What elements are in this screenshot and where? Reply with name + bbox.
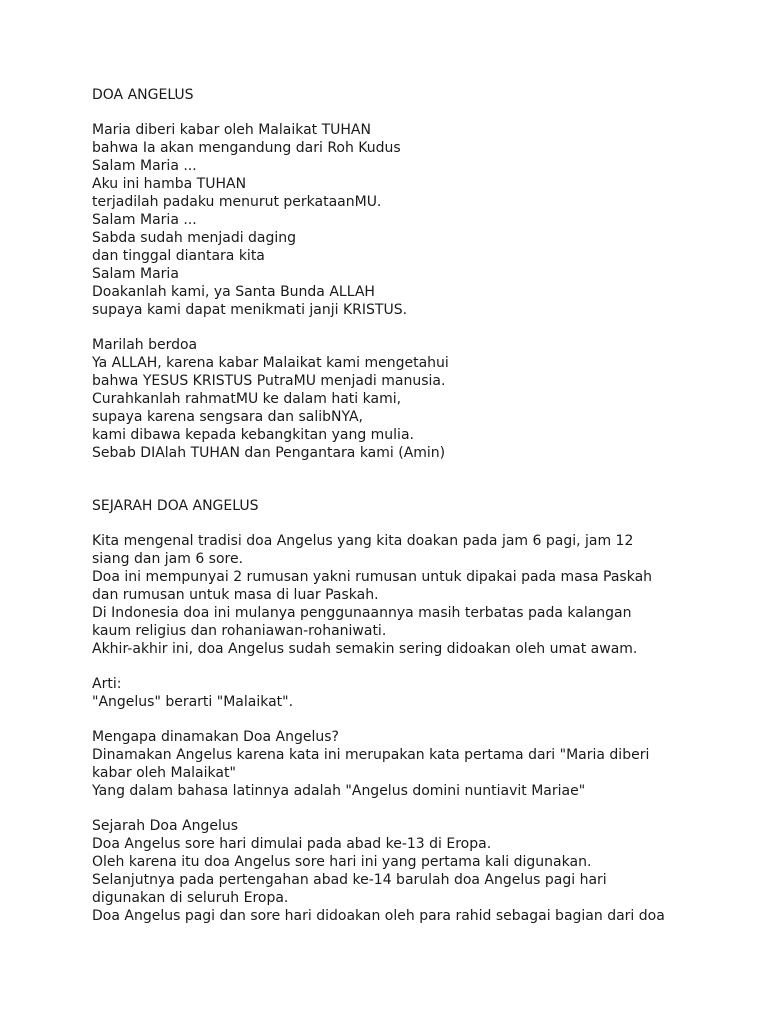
- history-intro-line: kaum religius dan rohaniawan-rohaniwati.: [92, 623, 387, 639]
- history-intro: [92, 532, 692, 658]
- closing-prayer-line: supaya karena sengsara dan salibNYA,: [92, 409, 363, 425]
- why-named-line: Dinamakan Angelus karena kata ini merupakan kata pertama dari "Maria diberi: [92, 747, 650, 763]
- why-named-section: [92, 728, 692, 800]
- history-intro-line: Kita mengenal tradisi doa Angelus yang kita doakan pada jam 6 pagi, jam 12: [92, 533, 634, 549]
- why-named-question: Mengapa dinamakan Doa Angelus?: [92, 729, 339, 745]
- prayer-line: Aku ini hamba TUHAN: [92, 176, 247, 192]
- history-intro-line: Akhir-akhir ini, doa Angelus sudah semakin sering didoakan oleh umat awam.: [92, 641, 638, 657]
- history-intro-line: dan rumusan untuk masa di luar Paskah.: [92, 587, 379, 603]
- prayer-line: Salam Maria: [92, 266, 179, 282]
- prayer-stanza: [92, 121, 692, 319]
- prayer-line: supaya kami dapat menikmati janji KRISTUS.: [92, 302, 408, 318]
- document-page: [92, 86, 692, 925]
- history-detail-line: Oleh karena itu doa Angelus sore hari ini yang pertama kali digunakan.: [92, 854, 592, 870]
- closing-prayer-line: kami dibawa kepada kebangkitan yang mulia.: [92, 427, 414, 443]
- history-intro-line: Doa ini mempunyai 2 rumusan yakni rumusan untuk dipakai pada masa Paskah: [92, 569, 653, 585]
- history-detail-line: Doa Angelus pagi dan sore hari didoakan oleh para rahid sebagai bagian dari doa: [92, 908, 665, 924]
- history-detail-section: [92, 817, 692, 925]
- meaning-text: "Angelus" berarti "Malaikat".: [92, 694, 294, 710]
- history-detail-line: Selanjutnya pada pertengahan abad ke-14 barulah doa Angelus pagi hari: [92, 872, 607, 888]
- prayer-line: dan tinggal diantara kita: [92, 248, 265, 264]
- prayer-line: Sabda sudah menjadi daging: [92, 230, 297, 246]
- closing-prayer-line: Sebab DIAlah TUHAN dan Pengantara kami (Amin): [92, 445, 446, 461]
- history-detail-line: digunakan di seluruh Eropa.: [92, 890, 289, 906]
- closing-prayer-line: Ya ALLAH, karena kabar Malaikat kami mengetahui: [92, 355, 449, 371]
- closing-prayer-line: bahwa YESUS KRISTUS PutraMU menjadi manusia.: [92, 373, 446, 389]
- closing-prayer-line: Marilah berdoa: [92, 337, 198, 353]
- why-named-line: kabar oleh Malaikat": [92, 765, 236, 781]
- prayer-line: terjadilah padaku menurut perkataanMU.: [92, 194, 382, 210]
- closing-prayer: [92, 336, 692, 462]
- history-detail-line: Doa Angelus sore hari dimulai pada abad ke-13 di Eropa.: [92, 836, 492, 852]
- history-intro-line: siang dan jam 6 sore.: [92, 551, 244, 567]
- prayer-line: Maria diberi kabar oleh Malaikat TUHAN: [92, 122, 371, 138]
- prayer-line: Salam Maria ...: [92, 212, 197, 228]
- history-detail-heading: Sejarah Doa Angelus: [92, 818, 239, 834]
- document-title: DOA ANGELUS: [92, 87, 194, 103]
- why-named-line: Yang dalam bahasa latinnya adalah "Angelus domini nuntiavit Mariae": [92, 783, 586, 799]
- meaning-label: Arti:: [92, 676, 122, 692]
- prayer-line: Doakanlah kami, ya Santa Bunda ALLAH: [92, 284, 375, 300]
- prayer-line: Salam Maria ...: [92, 158, 197, 174]
- closing-prayer-line: Curahkanlah rahmatMU ke dalam hati kami,: [92, 391, 402, 407]
- history-heading: SEJARAH DOA ANGELUS: [92, 498, 259, 514]
- meaning-section: [92, 675, 692, 711]
- prayer-line: bahwa Ia akan mengandung dari Roh Kudus: [92, 140, 401, 156]
- history-intro-line: Di Indonesia doa ini mulanya penggunaannya masih terbatas pada kalangan: [92, 605, 632, 621]
